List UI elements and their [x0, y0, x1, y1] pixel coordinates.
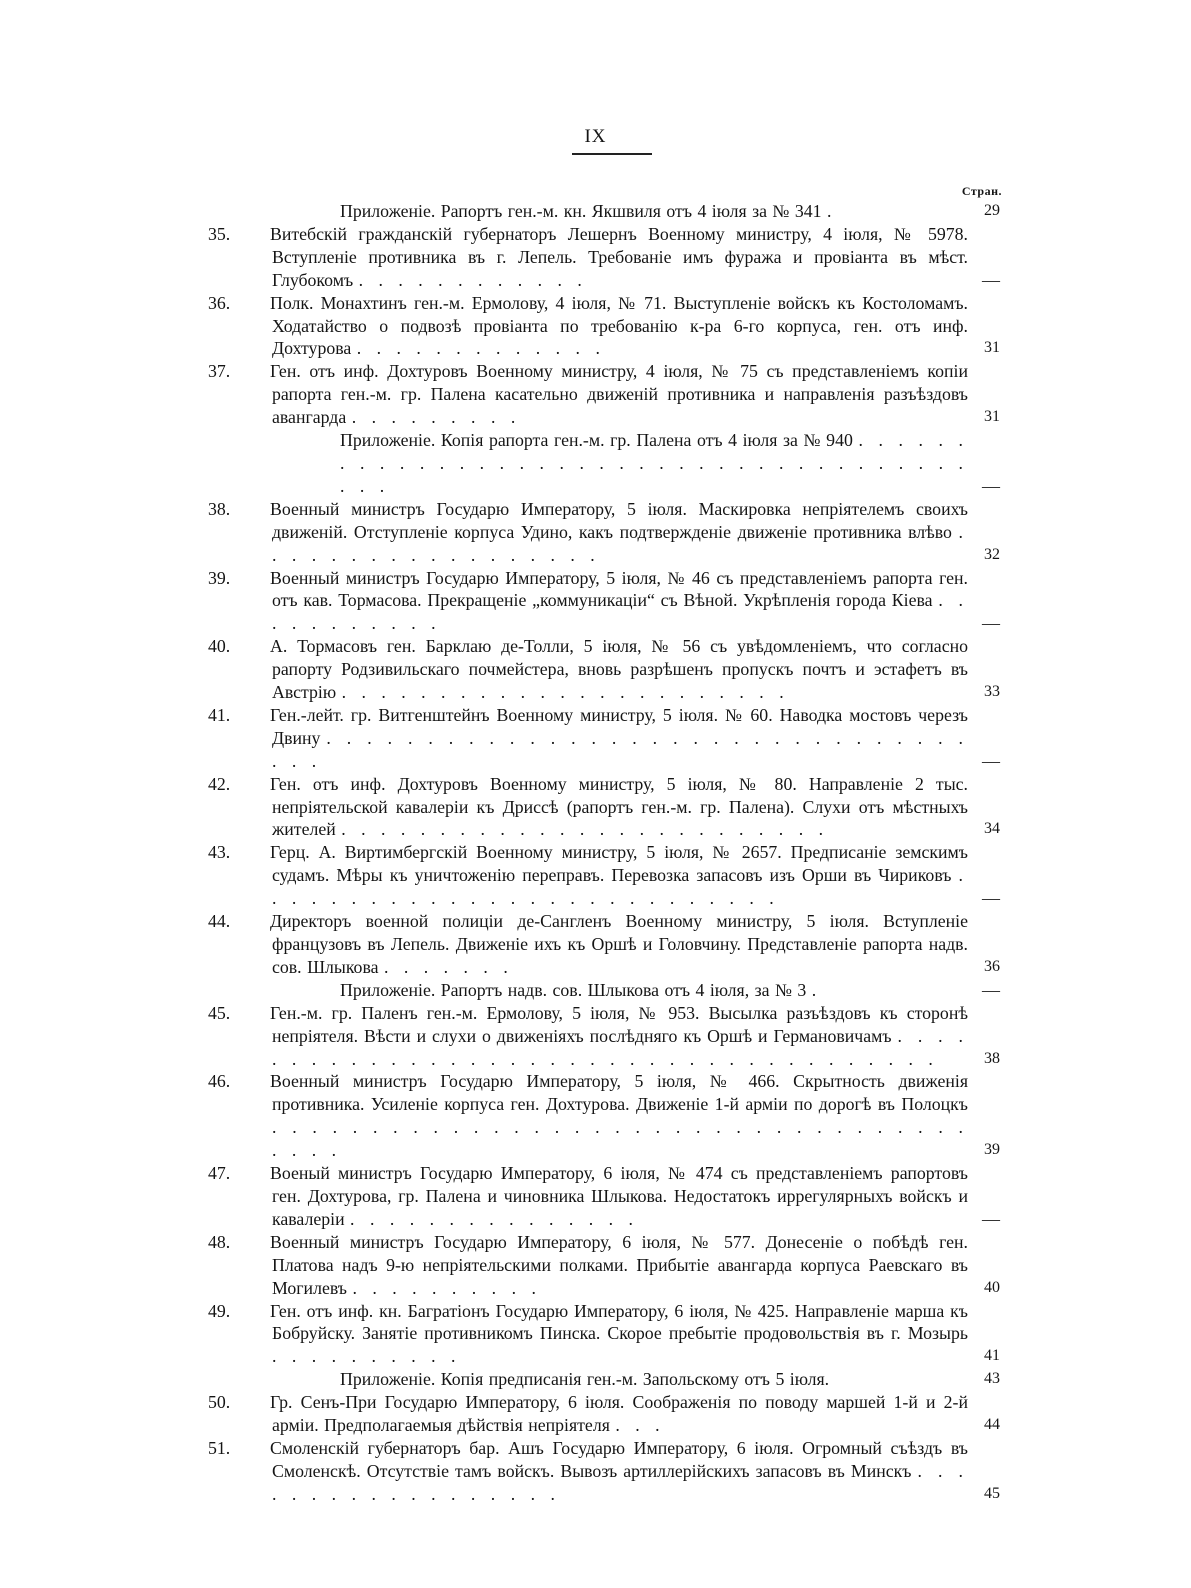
- toc-entry: [208, 292, 1000, 361]
- toc-entry: [208, 498, 1000, 567]
- toc-entry: [208, 567, 1000, 636]
- toc-entry-title: Ген.-м. гр. Паленъ ген.-м. Ермолову, 5 іюля, № 953. Высылка разъѣздовъ къ сторонѣ непріятеля. Вѣсти и слухи о движеніяхъ послѣдняго къ Оршѣ и Германовичамъ: [270, 1002, 968, 1046]
- toc-page-number: —: [982, 475, 1000, 496]
- toc-leader-dots: . . . . . . . . .: [351, 407, 521, 428]
- toc-entry-title: Гр. Сенъ-При Государю Императору, 6 іюля. Соображенія по поводу маршей 1-й и 2-й арміи. Предполагаемыя дѣйствія непріятеля: [270, 1392, 968, 1436]
- toc-entry: [208, 1391, 1000, 1437]
- toc-entry-title: Директоръ военной полиціи де-Сангленъ Военному министру, 5 іюля. Вступленіе французовъ въ Лепель. Движеніе ихъ къ Оршѣ и Головчину. Представленіе рапорта надв. сов. Шлыкова: [270, 911, 968, 977]
- toc-entry-number: 48.: [208, 1231, 231, 1252]
- toc-entry-number: 42.: [208, 773, 231, 794]
- page-column-header: Стран.: [961, 184, 1002, 198]
- toc-entry-title: Военный министръ Государю Императору, 5 іюля, № 466. Скрытность движенія противника. Усиленіе корпуса ген. Дохтурова. Движеніе 1-й арміи по дорогѣ въ Полоцкъ: [270, 1071, 968, 1115]
- toc-entry-text: [208, 1391, 968, 1437]
- toc-leader-dots: . . . . . . . . . . . . . . . . . . . . . . . . . . . . . . . . . . .: [272, 727, 968, 771]
- toc-entry-text: [208, 360, 968, 429]
- toc-entry-title: Приложеніе. Копія рапорта ген.-м. гр. Палена отъ 4 іюля за № 940: [340, 430, 853, 451]
- toc-page-number: 44: [984, 1416, 1000, 1434]
- toc-entry-title: Военный министръ Государю Императору, 6 іюля, № 577. Донесеніе о побѣдѣ ген. Платова надъ 9-ю непріятельскими полками. Прибытіе авангарда корпуса Раевскаго въ Могилевъ: [270, 1231, 968, 1298]
- toc-entry-text: [208, 498, 968, 567]
- toc-entry-title: Ген. отъ инф. кн. Багратіонъ Государю Императору, 6 іюля, № 425. Направленіе марша къ Бобруйску. Занятіе противникомъ Пинска. Скорое пребытіе продовольствія въ г. Мозырь: [270, 1300, 968, 1344]
- toc-entry-title: Военный министръ Государю Императору, 5 іюля. Маскировка непріятелемъ своихъ движеній. Отступленіе корпуса Удино, какъ подтвержденіе движеніе противника влѣво: [270, 498, 968, 542]
- toc-entry: [208, 1231, 1000, 1300]
- toc-entry-number: 36.: [208, 292, 231, 313]
- toc-leader-dots: . . . . . . . . . . . . . . . . . . . . . . .: [341, 682, 789, 703]
- table-of-contents: [208, 200, 1000, 1506]
- toc-entry: [208, 1437, 1000, 1506]
- toc-entry-number: 49.: [208, 1300, 231, 1321]
- toc-page-number: 39: [984, 1141, 1000, 1159]
- toc-entry-text: [208, 704, 968, 773]
- toc-entry-text: [208, 1070, 968, 1162]
- toc-entry-number: 46.: [208, 1071, 231, 1092]
- toc-page-number: 31: [984, 339, 1000, 357]
- toc-page-number: 41: [984, 1347, 1000, 1365]
- toc-page-number: —: [982, 750, 1000, 771]
- toc-page-number: —: [982, 888, 1000, 909]
- toc-entry-title: Ген.-лейт. гр. Витгенштейнъ Военному министру, 5 іюля. № 60. Наводка мостовъ черезъ Двину: [270, 704, 968, 748]
- toc-leader-dots: . . . . . . . . . . . . .: [356, 338, 605, 359]
- toc-entry-text: [208, 910, 968, 979]
- toc-entry-title: Герц. А. Виртимбергскій Военному министру, 5 іюля, № 2657. Предписаніе земскимъ судамъ. Мѣры къ уничтоженію переправъ. Перевозка запасовъ изъ Орши въ Чириковъ: [270, 842, 968, 886]
- toc-entry-text: [208, 1437, 968, 1506]
- toc-page-number: 32: [984, 545, 1000, 563]
- toc-entry-text: [208, 292, 968, 361]
- toc-page-number: —: [982, 1208, 1000, 1229]
- toc-page-number: 31: [984, 408, 1000, 426]
- toc-leader-dots: . . . . . . . . . . . . . . . . . . . . . . . . . . . . . . . . . . . . . . . . .: [340, 430, 968, 496]
- toc-page-number: 34: [984, 820, 1000, 838]
- toc-entry-number: 38.: [208, 498, 231, 519]
- toc-entry-title: А. Тормасовъ ген. Барклаю де-Толли, 5 іюля, № 56 съ увѣдомленіемъ, что согласно рапорту Родзивильскаго почмейстера, вновь разрѣшенъ пропускъ почтъ и эстафетъ въ Австрію: [270, 636, 968, 703]
- toc-entry-text: [208, 635, 968, 704]
- toc-entry: [208, 1162, 1000, 1231]
- toc-page-number: 36: [984, 957, 1000, 975]
- toc-page-number: 40: [984, 1278, 1000, 1296]
- toc-page-number: 45: [984, 1484, 1000, 1502]
- toc-entry-number: 43.: [208, 842, 231, 863]
- toc-entry-text: [208, 773, 968, 842]
- toc-leader-dots: . . . . . . . . . . . . . . . . . . . . . . . . .: [341, 819, 829, 840]
- toc-entry-text: [240, 1368, 968, 1391]
- toc-entry: [208, 841, 1000, 910]
- toc-entry-number: 39.: [208, 567, 231, 588]
- toc-entry-number: 45.: [208, 1002, 231, 1023]
- toc-entry-title: Витебскій гражданскій губернаторъ Лешернъ Военному министру, 4 іюля, № 5978. Вступленіе противника въ г. Лепель. Требованіе имъ фуража и провіанта въ мѣст. Глубокомъ: [270, 223, 968, 290]
- toc-entry-text: [208, 1162, 968, 1231]
- toc-appendix-entry: [240, 1368, 1000, 1391]
- toc-entry: [208, 1002, 1000, 1071]
- toc-entry-text: [240, 429, 968, 498]
- toc-leader-dots: . . . . . . . . . . . . . . . . . .: [272, 1460, 968, 1504]
- toc-leader-dots: . . . . . . . . . . .: [272, 590, 968, 634]
- toc-appendix-entry: [240, 200, 1000, 223]
- toc-entry: [208, 704, 1000, 773]
- page-number-rule: [572, 153, 652, 155]
- toc-entry-number: 40.: [208, 636, 231, 657]
- toc-entry-number: 50.: [208, 1392, 231, 1413]
- toc-page-number: 29: [984, 202, 1000, 219]
- toc-entry-number: 37.: [208, 361, 231, 382]
- toc-entry: [208, 1300, 1000, 1369]
- toc-leader-dots: . . . . . . .: [383, 956, 513, 977]
- toc-entry-text: [208, 841, 968, 910]
- toc-leader-dots: . . . . . . . . . .: [272, 1346, 461, 1367]
- toc-entry-number: 47.: [208, 1163, 231, 1184]
- toc-entry: [208, 223, 1000, 292]
- toc-entry-text: [208, 567, 968, 636]
- toc-entry-title: Ген. отъ инф. Дохтуровъ Военному министру, 4 іюля, № 75 съ представленіемъ копіи рапорта ген.-м. гр. Палена касательно движеній противника и направленія разъѣздовъ авангарда: [270, 361, 968, 428]
- toc-entry-number: 51.: [208, 1437, 231, 1458]
- toc-entry-title: Приложеніе. Рапортъ надв. сов. Шлыкова отъ 4 іюля, за № 3 .: [340, 979, 817, 1000]
- toc-entry: [208, 773, 1000, 842]
- toc-entry: [208, 360, 1000, 429]
- toc-entry-text: [208, 223, 968, 292]
- toc-entry-number: 41.: [208, 704, 231, 725]
- toc-entry-title: Полк. Монахтинъ ген.-м. Ермолову, 4 іюля, № 71. Выступленіе войскъ къ Костоломамъ. Ходатайство о подвозѣ провіанта по требованію к-ра 6-го корпуса, ген. отъ инф. Дохтурова: [270, 292, 968, 359]
- toc-leader-dots: . . . . . . . . . . . . . . . . . . . . . . . . . . . . . . . . . . . . . . .: [272, 1117, 968, 1161]
- toc-entry: [208, 635, 1000, 704]
- toc-leader-dots: . . . . . . . . . . . . . . . . . . . . . . . . . . .: [272, 865, 968, 909]
- toc-entry-title: Военый министръ Государю Императору, 6 іюля, № 474 съ представленіемъ рапортовъ ген. Дохтурова, гр. Палена и чиновника Шлыкова. Недостатокъ иррегулярныхъ войскъ и кавалеріи: [270, 1163, 968, 1229]
- toc-page-number: 33: [984, 683, 1000, 701]
- toc-entry-text: [208, 1002, 968, 1071]
- toc-leader-dots: . . . . . . . . . . . . . . .: [350, 1208, 638, 1229]
- toc-entry-number: 44.: [208, 911, 231, 932]
- toc-page-number: —: [982, 269, 1000, 290]
- toc-entry: [208, 1070, 1000, 1162]
- page-number: IX: [584, 126, 607, 147]
- toc-page-number: 38: [984, 1049, 1000, 1067]
- toc-entry: [208, 910, 1000, 979]
- toc-appendix-entry: [240, 979, 1000, 1002]
- toc-entry-text: [240, 979, 968, 1002]
- toc-entry-title: Ген. отъ инф. Дохтуровъ Военному министру, 5 іюля, № 80. Направленіе 2 тыс. непріятельской кавалеріи къ Дриссѣ (рапортъ ген.-м. гр. Палена). Слухи отъ мѣстныхъ жителей: [270, 773, 968, 840]
- toc-entry-title: Военный министръ Государю Императору, 5 іюля, № 46 съ представленіемъ рапорта ген. отъ кав. Тормасова. Прекращеніе „коммуникаціи“ съ Вѣной. Укрѣпленія города Кіева: [270, 567, 968, 611]
- toc-entry-text: [240, 200, 968, 223]
- toc-leader-dots: . . . . . . . . . . . . . . . . . . . . . . . . . . . . . . . . . . . . . .: [272, 1025, 968, 1069]
- toc-appendix-entry: [240, 429, 1000, 498]
- toc-entry-number: 35.: [208, 223, 231, 244]
- toc-page-number: —: [982, 979, 1000, 1000]
- toc-leader-dots: . . . . . . . . . . . .: [358, 269, 587, 290]
- toc-entry-title: Приложеніе. Копія предписанія ген.-м. Запольскому отъ 5 іюля.: [340, 1369, 830, 1390]
- toc-entry-title: Смоленскій губернаторъ бар. Ашъ Государю Императору, 6 іюля. Огромный съѣздъ въ Смоленскѣ. Отсутствіе тамъ войскъ. Вывозъ артиллерійскихъ запасовъ въ Минскъ: [270, 1437, 968, 1481]
- toc-leader-dots: . . . . . . . . . .: [352, 1277, 541, 1298]
- toc-page-number: 43: [984, 1370, 1000, 1388]
- toc-entry-text: [208, 1231, 968, 1300]
- toc-leader-dots: . . .: [615, 1415, 665, 1436]
- toc-entry-text: [208, 1300, 968, 1369]
- toc-entry-title: Приложеніе. Рапортъ ген.-м. кн. Якшвиля отъ 4 іюля за № 341 .: [340, 201, 832, 221]
- toc-page-number: —: [982, 613, 1000, 634]
- toc-leader-dots: . . . . . . . . . . . . . . . . . .: [272, 521, 968, 565]
